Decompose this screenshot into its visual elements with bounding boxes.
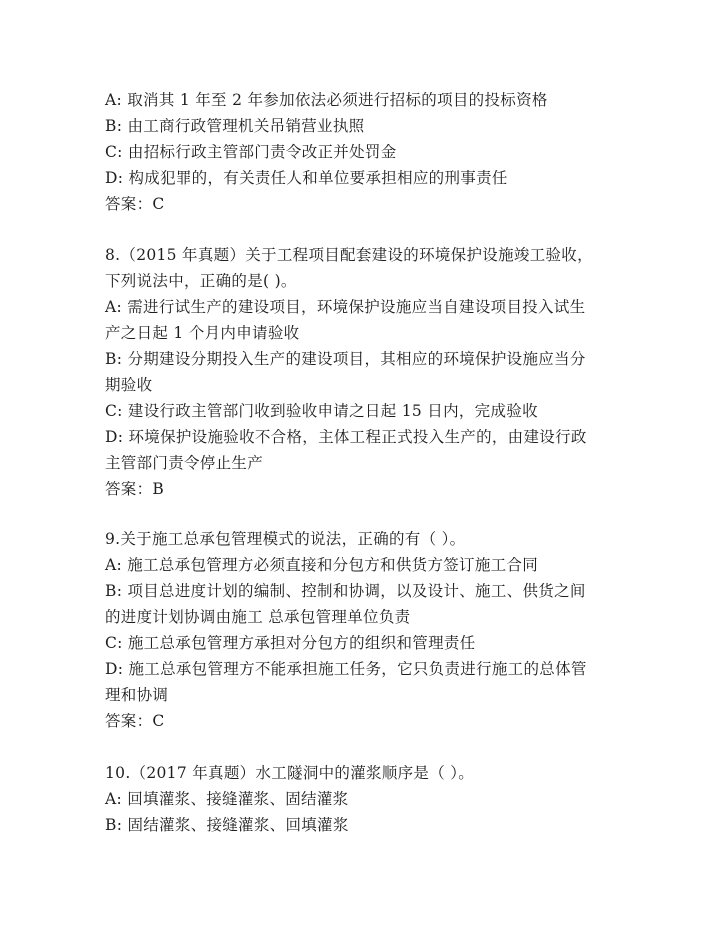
q8-option-c: C: 建设行政主管部门收到验收申请之日起 15 日内，完成验收	[105, 402, 538, 420]
q10-stem: 10.（2017 年真题）水工隧洞中的灌浆顺序是（ ）。	[105, 764, 475, 782]
q8-option-b-line-2: 期验收	[105, 376, 153, 394]
q9-option-b-line-1: B: 项目总进度计划的编制、控制和协调，以及设计、施工、供货之间	[105, 582, 586, 600]
q9-stem: 9.关于施工总承包管理模式的说法，正确的有（ ）。	[105, 530, 466, 548]
q7-option-b: B: 由工商行政管理机关吊销营业执照	[105, 117, 365, 135]
q9-option-a: A: 施工总承包管理方必须直接和分包方和供货方签订施工合同	[105, 556, 539, 574]
q10-option-a: A: 回填灌浆、接缝灌浆、固结灌浆	[105, 790, 349, 808]
q8-option-b-line-1: B: 分期建设分期投入生产的建设项目，其相应的环境保护设施应当分	[105, 350, 586, 368]
q8-option-d-line-2: 主管部门责令停止生产	[105, 454, 264, 472]
q7-answer: 答案：C	[105, 195, 165, 213]
q7-option-c: C: 由招标行政主管部门责令改正并处罚金	[105, 143, 397, 161]
q7-option-d: D: 构成犯罪的，有关责任人和单位要承担相应的刑事责任	[105, 169, 508, 187]
q8-option-d-line-1: D: 环境保护设施验收不合格，主体工程正式投入生产的，由建设行政	[105, 428, 587, 446]
q10-option-b: B: 固结灌浆、接缝灌浆、回填灌浆	[105, 816, 349, 834]
q8-stem-line-2: 下列说法中，正确的是( )。	[105, 272, 297, 290]
q9-option-b-line-2: 的进度计划协调由施工 总承包管理单位负责	[105, 608, 411, 626]
q9-option-c: C: 施工总承包管理方承担对分包方的组织和管理责任	[105, 634, 476, 652]
q8-stem-line-1: 8.（2015 年真题）关于工程项目配套建设的环境保护设施竣工验收，	[105, 246, 593, 264]
q8-option-a-line-1: A: 需进行试生产的建设项目，环境保护设施应当自建设项目投入试生	[105, 298, 586, 316]
q9-answer: 答案：C	[105, 712, 165, 730]
q7-option-a: A: 取消其 1 年至 2 年参加依法必须进行招标的项目的投标资格	[105, 91, 548, 109]
q9-option-d-line-2: 理和协调	[105, 686, 169, 704]
q8-option-a-line-2: 产之日起 1 个月内申请验收	[105, 324, 300, 342]
q8-answer: 答案：B	[105, 480, 165, 498]
q9-option-d-line-1: D: 施工总承包管理方不能承担施工任务，它只负责进行施工的总体管	[105, 660, 587, 678]
